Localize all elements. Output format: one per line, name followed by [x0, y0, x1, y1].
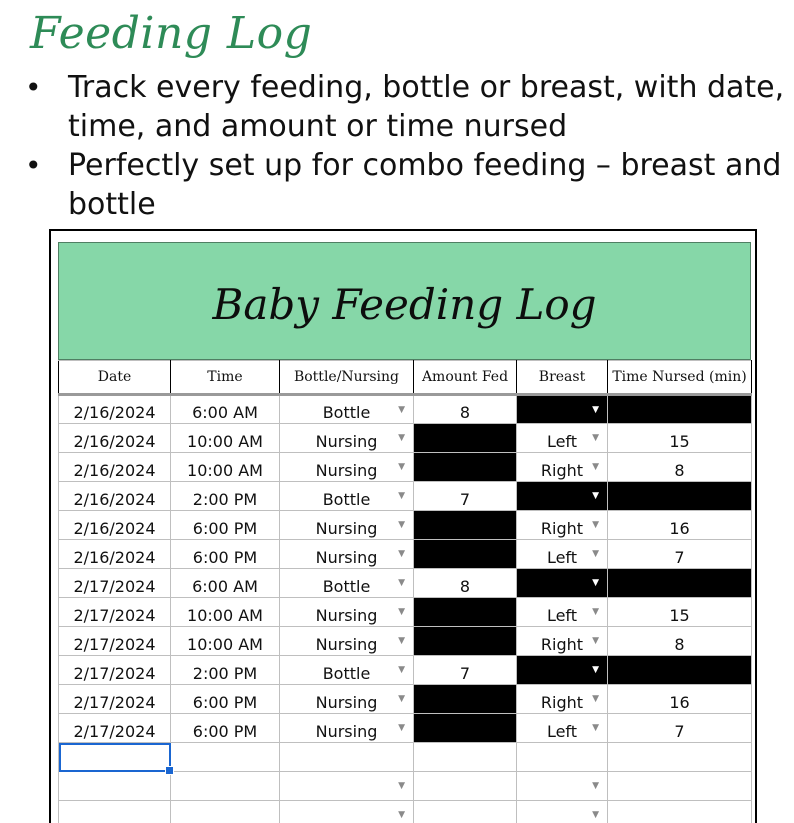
table-row [59, 714, 752, 743]
cell-value: 2/16/2024 [73, 432, 156, 451]
date-cell[interactable] [59, 685, 171, 714]
amount-fed-cell[interactable] [414, 395, 517, 424]
sheet-title-banner [58, 242, 751, 360]
amount-fed-cell[interactable] [414, 482, 517, 511]
dropdown-caret-icon[interactable]: ▼ [398, 405, 405, 415]
cell-value: Bottle [322, 664, 371, 683]
table-row [59, 772, 752, 801]
bullet-dot-icon: • [25, 149, 42, 182]
table-row [59, 569, 752, 598]
cell-value: 2/17/2024 [73, 635, 156, 654]
cell-value: 2/17/2024 [73, 664, 156, 683]
feeding-type-dropdown[interactable] [280, 656, 414, 685]
column-header-time[interactable]: Time [171, 361, 280, 395]
time-cell[interactable] [171, 801, 280, 823]
date-cell[interactable] [59, 598, 171, 627]
cell-value: 2/16/2024 [73, 461, 156, 480]
cell-value: 2/16/2024 [73, 548, 156, 567]
cell-value: Left [546, 606, 578, 625]
amount-fed-cell[interactable] [414, 424, 517, 453]
cell-value: 6:00 PM [192, 722, 258, 741]
cell-value: 7 [674, 548, 685, 567]
cell-value: Left [546, 722, 578, 741]
time-nursed-cell[interactable] [608, 511, 752, 540]
table-row [59, 743, 752, 772]
time-cell[interactable] [171, 482, 280, 511]
breast-dropdown[interactable] [517, 569, 608, 598]
dropdown-caret-icon[interactable]: ▼ [592, 636, 599, 646]
dropdown-caret-icon[interactable]: ▼ [398, 694, 405, 704]
breast-dropdown[interactable] [517, 685, 608, 714]
breast-dropdown[interactable] [517, 772, 608, 801]
date-cell[interactable] [59, 482, 171, 511]
amount-fed-cell[interactable] [414, 511, 517, 540]
cell-value: 7 [674, 722, 685, 741]
selected-cell[interactable] [59, 743, 171, 772]
breast-dropdown[interactable] [517, 511, 608, 540]
time-cell[interactable] [171, 540, 280, 569]
cell-value: 15 [669, 432, 690, 451]
cell-value: Right [540, 519, 584, 538]
bullet-list [22, 68, 792, 224]
sheet-title: Baby Feeding Log [212, 279, 597, 329]
dropdown-caret-icon[interactable]: ▼ [592, 723, 599, 733]
cell-value: 2/17/2024 [73, 693, 156, 712]
bullet-dot-icon: • [25, 71, 42, 104]
dropdown-caret-icon[interactable]: ▼ [592, 694, 599, 704]
cell-value: Right [540, 461, 584, 480]
cell-value: 2:00 PM [192, 490, 258, 509]
breast-dropdown[interactable] [517, 801, 608, 823]
cell-value: 2/16/2024 [73, 519, 156, 538]
feeding-type-dropdown[interactable] [280, 424, 414, 453]
cell-value: Nursing [315, 548, 378, 567]
time-cell[interactable] [171, 395, 280, 424]
time-cell[interactable] [171, 656, 280, 685]
cell-value: Nursing [315, 693, 378, 712]
breast-dropdown[interactable] [517, 598, 608, 627]
bullet-item [22, 68, 792, 146]
column-header-date[interactable]: Date [59, 361, 171, 395]
dropdown-caret-icon[interactable]: ▼ [592, 578, 599, 588]
date-cell[interactable] [59, 511, 171, 540]
cell-value: Nursing [315, 606, 378, 625]
amount-fed-cell[interactable] [414, 656, 517, 685]
date-cell[interactable] [59, 772, 171, 801]
time-cell[interactable] [171, 453, 280, 482]
cell-value: 10:00 AM [187, 461, 263, 480]
cell-value: 2/16/2024 [73, 490, 156, 509]
date-cell[interactable] [59, 424, 171, 453]
table-body [59, 395, 752, 823]
breast-dropdown[interactable] [517, 743, 608, 772]
time-nursed-cell[interactable] [608, 627, 752, 656]
dropdown-caret-icon[interactable]: ▼ [592, 405, 599, 415]
dropdown-caret-icon[interactable]: ▼ [398, 607, 405, 617]
feeding-type-dropdown[interactable] [280, 743, 414, 772]
table-row [59, 482, 752, 511]
time-nursed-cell[interactable] [608, 540, 752, 569]
cell-value: 8 [674, 635, 685, 654]
time-cell[interactable] [171, 511, 280, 540]
amount-fed-cell[interactable] [414, 598, 517, 627]
time-cell[interactable] [171, 569, 280, 598]
feeding-type-dropdown[interactable] [280, 511, 414, 540]
table-row [59, 598, 752, 627]
time-nursed-cell[interactable] [608, 453, 752, 482]
table-row [59, 540, 752, 569]
date-cell[interactable] [59, 627, 171, 656]
cell-value: Bottle [322, 403, 371, 422]
dropdown-caret-icon[interactable]: ▼ [592, 549, 599, 559]
table-row [59, 424, 752, 453]
cell-value: 7 [459, 490, 471, 509]
cell-value: 2/17/2024 [73, 606, 156, 625]
cell-value: 16 [669, 693, 690, 712]
breast-dropdown[interactable] [517, 656, 608, 685]
dropdown-caret-icon[interactable]: ▼ [592, 665, 599, 675]
time-nursed-cell[interactable] [608, 482, 752, 511]
cell-value: 7 [459, 664, 471, 683]
spreadsheet-screenshot [49, 229, 757, 823]
dropdown-caret-icon[interactable]: ▼ [398, 462, 405, 472]
time-cell[interactable] [171, 424, 280, 453]
cell-value: 10:00 AM [187, 635, 263, 654]
dropdown-caret-icon[interactable]: ▼ [398, 433, 405, 443]
dropdown-caret-icon[interactable]: ▼ [592, 607, 599, 617]
amount-fed-cell[interactable] [414, 714, 517, 743]
feeding-type-dropdown[interactable] [280, 540, 414, 569]
cell-value: Nursing [315, 432, 378, 451]
cell-value: Left [546, 432, 578, 451]
amount-fed-cell[interactable] [414, 743, 517, 772]
dropdown-caret-icon[interactable]: ▼ [592, 810, 599, 820]
breast-dropdown[interactable] [517, 395, 608, 424]
feeding-type-dropdown[interactable] [280, 395, 414, 424]
amount-fed-cell[interactable] [414, 801, 517, 823]
cell-value: 16 [669, 519, 690, 538]
amount-fed-cell[interactable] [414, 569, 517, 598]
breast-dropdown[interactable] [517, 714, 608, 743]
date-cell[interactable] [59, 656, 171, 685]
breast-dropdown[interactable] [517, 482, 608, 511]
dropdown-caret-icon[interactable]: ▼ [398, 723, 405, 733]
dropdown-caret-icon[interactable]: ▼ [398, 491, 405, 501]
date-cell[interactable] [59, 801, 171, 823]
feeding-type-dropdown[interactable] [280, 453, 414, 482]
amount-fed-cell[interactable] [414, 627, 517, 656]
date-cell[interactable] [59, 714, 171, 743]
amount-fed-cell[interactable] [414, 453, 517, 482]
time-nursed-cell[interactable] [608, 772, 752, 801]
time-cell[interactable] [171, 598, 280, 627]
table-row [59, 656, 752, 685]
bullet-item [22, 146, 792, 224]
column-header-amount-fed[interactable]: Amount Fed [414, 361, 517, 395]
feeding-type-dropdown[interactable] [280, 598, 414, 627]
feeding-type-dropdown[interactable] [280, 685, 414, 714]
table-row [59, 395, 752, 424]
feeding-type-dropdown[interactable] [280, 627, 414, 656]
cell-value: 6:00 AM [192, 577, 258, 596]
time-nursed-cell[interactable] [608, 395, 752, 424]
date-cell[interactable] [59, 453, 171, 482]
feeding-type-dropdown[interactable] [280, 482, 414, 511]
column-header-bottle-nursing[interactable]: Bottle/Nursing [280, 361, 414, 395]
breast-dropdown[interactable] [517, 540, 608, 569]
dropdown-caret-icon[interactable]: ▼ [398, 810, 405, 820]
cell-value: 6:00 PM [192, 693, 258, 712]
column-header-breast[interactable]: Breast [517, 361, 608, 395]
feeding-log-table [58, 360, 752, 823]
breast-dropdown[interactable] [517, 424, 608, 453]
cell-value: Nursing [315, 461, 378, 480]
cell-value: 2/17/2024 [73, 722, 156, 741]
cell-value: Right [540, 635, 584, 654]
time-nursed-cell[interactable] [608, 569, 752, 598]
time-cell[interactable] [171, 772, 280, 801]
dropdown-caret-icon[interactable]: ▼ [592, 433, 599, 443]
cell-value: 2:00 PM [192, 664, 258, 683]
time-cell[interactable] [171, 743, 280, 772]
dropdown-caret-icon[interactable]: ▼ [592, 462, 599, 472]
breast-dropdown[interactable] [517, 627, 608, 656]
bullet-text: Perfectly set up for combo feeding – breast and bottle [68, 148, 782, 222]
cell-value: Nursing [315, 722, 378, 741]
cell-value: Left [546, 548, 578, 567]
cell-value: 2/16/2024 [73, 403, 156, 422]
dropdown-caret-icon[interactable]: ▼ [398, 665, 405, 675]
amount-fed-cell[interactable] [414, 685, 517, 714]
cell-value: 8 [459, 403, 471, 422]
header-row [59, 361, 752, 395]
fill-handle[interactable] [165, 766, 174, 775]
feeding-type-dropdown[interactable] [280, 801, 414, 823]
time-nursed-cell[interactable] [608, 656, 752, 685]
dropdown-caret-icon[interactable]: ▼ [592, 520, 599, 530]
page-heading: Feeding Log [30, 8, 313, 59]
table-row [59, 801, 752, 823]
amount-fed-cell[interactable] [414, 540, 517, 569]
time-nursed-cell[interactable] [608, 424, 752, 453]
dropdown-caret-icon[interactable]: ▼ [398, 549, 405, 559]
time-nursed-cell[interactable] [608, 801, 752, 823]
date-cell[interactable] [59, 540, 171, 569]
breast-dropdown[interactable] [517, 453, 608, 482]
time-nursed-cell[interactable] [608, 598, 752, 627]
cell-value: 10:00 AM [187, 606, 263, 625]
dropdown-caret-icon[interactable]: ▼ [398, 520, 405, 530]
cell-value: 6:00 PM [192, 548, 258, 567]
dropdown-caret-icon[interactable]: ▼ [398, 636, 405, 646]
time-cell[interactable] [171, 714, 280, 743]
table-row [59, 627, 752, 656]
cell-value: 10:00 AM [187, 432, 263, 451]
feeding-type-dropdown[interactable] [280, 714, 414, 743]
feeding-type-dropdown[interactable] [280, 569, 414, 598]
time-nursed-cell[interactable] [608, 743, 752, 772]
dropdown-caret-icon[interactable]: ▼ [398, 578, 405, 588]
cell-value: Right [540, 693, 584, 712]
date-cell[interactable] [59, 395, 171, 424]
cell-value: Bottle [322, 490, 371, 509]
bullet-text: Track every feeding, bottle or breast, with date, time, and amount or time nursed [68, 70, 785, 144]
time-cell[interactable] [171, 627, 280, 656]
column-header-time-nursed[interactable]: Time Nursed (min) [608, 361, 752, 395]
feeding-type-dropdown[interactable] [280, 772, 414, 801]
time-nursed-cell[interactable] [608, 714, 752, 743]
cell-value: 6:00 PM [192, 519, 258, 538]
table-row [59, 511, 752, 540]
cell-value: Nursing [315, 635, 378, 654]
cell-value: 15 [669, 606, 690, 625]
dropdown-caret-icon[interactable]: ▼ [592, 781, 599, 791]
cell-value: Nursing [315, 519, 378, 538]
time-cell[interactable] [171, 685, 280, 714]
cell-value: 8 [674, 461, 685, 480]
cell-value: 6:00 AM [192, 403, 258, 422]
amount-fed-cell[interactable] [414, 772, 517, 801]
date-cell[interactable] [59, 569, 171, 598]
time-nursed-cell[interactable] [608, 685, 752, 714]
table-row [59, 685, 752, 714]
cell-value: Bottle [322, 577, 371, 596]
dropdown-caret-icon[interactable]: ▼ [398, 781, 405, 791]
table-row [59, 453, 752, 482]
cell-value: 8 [459, 577, 471, 596]
dropdown-caret-icon[interactable]: ▼ [592, 491, 599, 501]
cell-value: 2/17/2024 [73, 577, 156, 596]
